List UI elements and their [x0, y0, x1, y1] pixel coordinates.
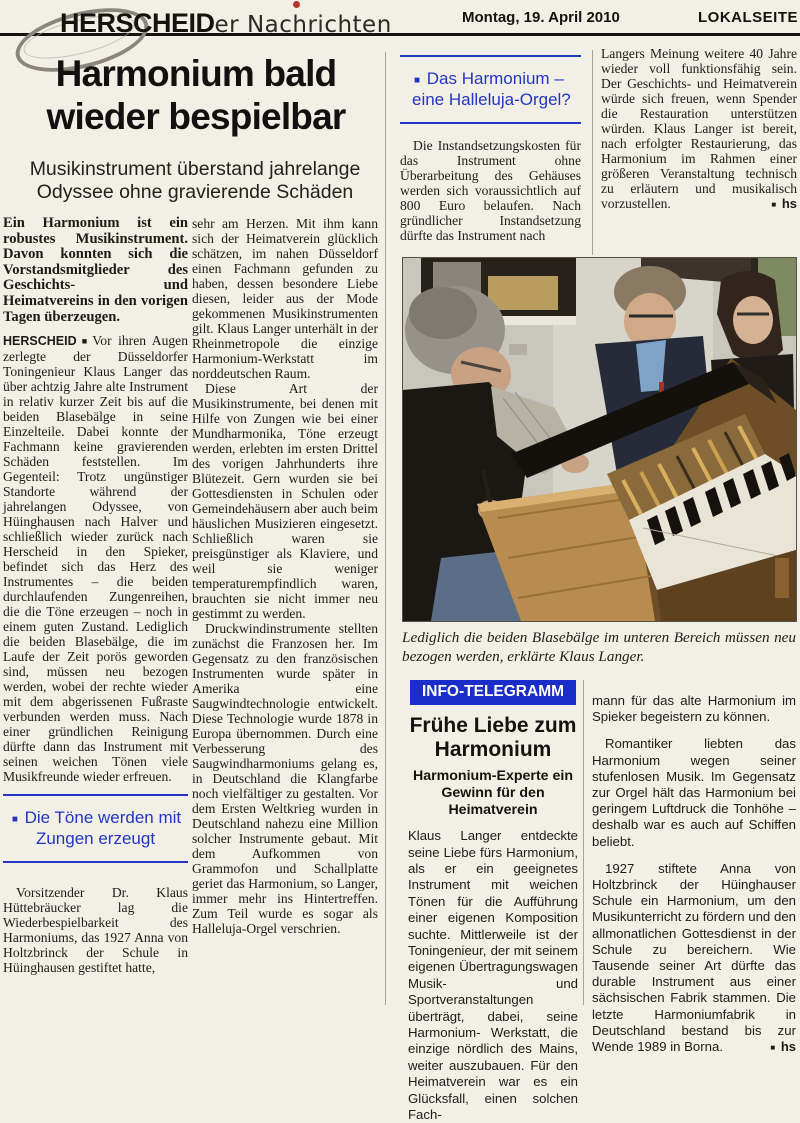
newspaper-logo [60, 8, 392, 39]
author-square-icon: ■ [771, 200, 777, 209]
body-paragraph: sehr am Herzen. Mit ihm kann sich der Heimatverein glücklich schätzen, im nahen Düsseldorf einen Fachmann gefunden zu haben, dessen besondere Liebe diesen, leider aus der Mode gekommenen Musikinstrumenten gilt. Klaus Langer unterhält in der Rheinmetropole die einzige Harmonium-Werkstatt im norddeutschen Raum. [192, 216, 378, 381]
author-square-icon: ■ [770, 1043, 776, 1053]
article-column-3 [400, 55, 581, 243]
dateline-square-icon: ■ [78, 336, 91, 347]
article-deck: Musikinstrument überstand jahrelange Odyssee ohne gravierende Schäden [29, 158, 361, 203]
crosshead-square-icon: ■ [11, 814, 18, 826]
column-rule-bottomright [583, 680, 584, 1005]
wall-outlet [509, 344, 527, 355]
body-paragraph: mann für das alte Harmonium im Spieker begeistern zu können. [592, 693, 796, 725]
crosshead-text: Die Töne werden mit Zungen erzeugt [24, 808, 182, 849]
author-signature [769, 196, 797, 212]
info-telegram-body: Klaus Langer entdeckte seine Liebe fürs Harmonium, als er ein geeignetes Instrument mit weichen Tönen für die Aufführung einer eigenen Komposition suchte. Mittlerweile ist der Toningenieur, der mit seinem eigenen Übertragungswagen Musik- und Sportveranstaltungen überträgt, dabei, seine Harmonium- Werkstatt, die einzige nördlich des Mains, weiter auszubauen. Für den Heimatverein war es ein Glücksfall, einen solchen Fach- [408, 828, 578, 1123]
body-text: 1927 stiftete Anna von Holtzbrinck der Hüinghauser Schule ein Harmonium, um den Musikunterricht zu fördern und den allmonatlichen Gottesdienst in der Schule zu bereichern. Wie Tausende seiner Art dürfte das durable Instrument aus einer sächsischen Fabrik stammen. Die letzte Harmoniumfabrik in Deutschland bestand bis zur Wende 1989 in Borna. [592, 860, 796, 1055]
info-telegram-banner: INFO-TELEGRAMM [410, 680, 576, 705]
info-telegram-box [408, 680, 578, 1123]
author-initials: hs [781, 196, 797, 211]
article-headline: Harmonium bald wieder bespielbar [46, 53, 346, 138]
column-rule-topright [592, 50, 593, 255]
body-paragraph [601, 46, 797, 211]
author-signature [755, 1039, 796, 1056]
crosshead-halleluja [400, 55, 581, 124]
body-paragraph [592, 861, 796, 1055]
logo-rest-text: er Nachrichten [214, 12, 392, 38]
body-paragraph: Romantiker liebten das Harmonium wegen seiner stufenlosen Musik. Im Gegensatz zur Orgel hält das Harmonium bei geringem Luftdruck die Tonhöhe – deshalb war es auch auf Schiffen beliebt. [592, 736, 796, 849]
article-column-4 [601, 46, 797, 212]
photo-illustration [403, 258, 796, 621]
issue-date: Montag, 19. April 2010 [462, 9, 620, 26]
logo-red-dot-icon [293, 1, 300, 8]
crosshead-square-icon: ■ [414, 75, 421, 86]
body-paragraph: Vorsitzender Dr. Klaus Hüttebräucker lag die Wiederbespielbarkeit des Harmoniums, das 1927 Anna von Holtzbrinck der Schule in Hüinghausen gestiftet hatte, [3, 884, 188, 975]
body-paragraph: Druckwindinstrumente stellten zunächst die Franzosen her. Im Gegensatz zu den französischen Instrumenten wurde später in Amerika eine Saugwindtechnologie entwickelt. Diese Technologie wurde 1878 in Europa übernommen. Durch eine Verbesserung des Saugwindharmoniums gelang es, in Deutschland die Klangfarbe noch vielfältiger zu gestalten. Vor dem Ersten Weltkrieg wurden in Deutschland nahezu eine Million solcher Instrumente gebaut. Mit dem Aufkommen von Grammofon und Schallplatte geriet das Harmonium, so Langer, immer mehr ins Hintertreffen. Zum Teil wurde es sogar als Halleluja-Orgel verschrien. [192, 621, 378, 936]
author-initials: hs [780, 1039, 796, 1055]
article-column-2 [192, 216, 378, 936]
photo-caption: Lediglich die beiden Blasebälge im unteren Bereich müssen neu bezogen werden, erklärte Klaus Langer. [402, 629, 796, 665]
body-text: Vor ihren Augen zerlegte der Düsseldorfer Toningenieur Klaus Langer das über achtzig Jahre alte Instrument in relativ kurzer Zeit bis auf die beiden Blasebälge in seine Einzelteile. Dabei konnte der Fachmann keine gravierenden Schäden feststellen. Im Gegenteil: Trotz ungünstiger Standorte während der jahrelangen Odyssee, von Hüinghausen nach Halver und schließlich wieder zurück nach Herscheid in den Spieker, befindet sich das Herz des Instrumentes – die beiden durchlaufenden Zungenreihen, die die Töne erzeugen – noch in einem guten Zustand. Lediglich die beiden Blasebälge, die im Laufe der Zeit porös geworden sind, müssen neu bezogen werden, wobei der rechte wieder mit dem abgerissenen Fußraste verbunden werden muss. Nach einer gründlichen Reinigung dürfte dann das Instrument mit seinen weichen Tönen viele Musikfreunde wieder erfreuen. [3, 333, 189, 785]
body-text: Langers Meinung weitere 40 Jahre wieder voll funktionsfähig sein. Der Geschichts- und Heimatverein würde sich freuen, wenn Spender die Restauration unterstützen würden. Klaus Langer ist bereit, nach erfolgter Restaurierung, das Harmonium im Rahmen einer größeren Veranstaltung technisch zu erläutern und musikalisch vorzustellen. [601, 46, 797, 211]
article-column-1 [3, 216, 188, 975]
info-telegram-continuation [592, 693, 796, 1066]
article-photo [402, 257, 797, 622]
info-telegram-subhead: Harmonium-Experte ein Gewinn für den Heimatverein [412, 768, 574, 819]
body-paragraph: Diese Art der Musikinstrumente, bei denen mit Hilfe von Zungen wie bei einer Mundharmonika, Töne erzeugt werden, erlebten im ersten Drittel des vorigen Jahrhunderts ihre Blütezeit. Gern wurden sie bei Gottesdiensten in Schulen oder Gemeindehäusern aber auch beim häuslichen Musizieren eingesetzt. Schließlich waren sie preisgünstiger als Klaviere, und weil sie weniger temperaturempfindlich waren, brauchten sie nicht immer neu gestimmt zu werden. [192, 381, 378, 621]
column-rule-mid [385, 52, 386, 1005]
body-paragraph: Die Instandsetzungskosten für das Instrument ohne Überarbeitung des Gehäuses werden sich voraussichtlich auf 800 Euro belaufen. Nach gründlicher Instandsetzung dürfte das Instrument nach [400, 137, 581, 243]
section-label: LOKALSEITE [698, 9, 799, 26]
body-paragraph [3, 333, 188, 784]
crosshead-text: Das Harmonium – eine Halleluja-Orgel? [412, 69, 571, 110]
dateline: HERSCHEID [3, 334, 77, 349]
info-telegram-headline: Frühe Liebe zum Harmonium [409, 714, 577, 761]
lead-paragraph: Ein Harmonium ist ein robustes Musikinstrument. Davon konnten sich die Vorstandsmitglieder des Geschichts- und Heimatvereins in den vorigen Tagen überzeugen. [3, 215, 188, 325]
logo-bold-text: HERSCHEID [60, 8, 215, 38]
crosshead-toene [3, 794, 188, 863]
